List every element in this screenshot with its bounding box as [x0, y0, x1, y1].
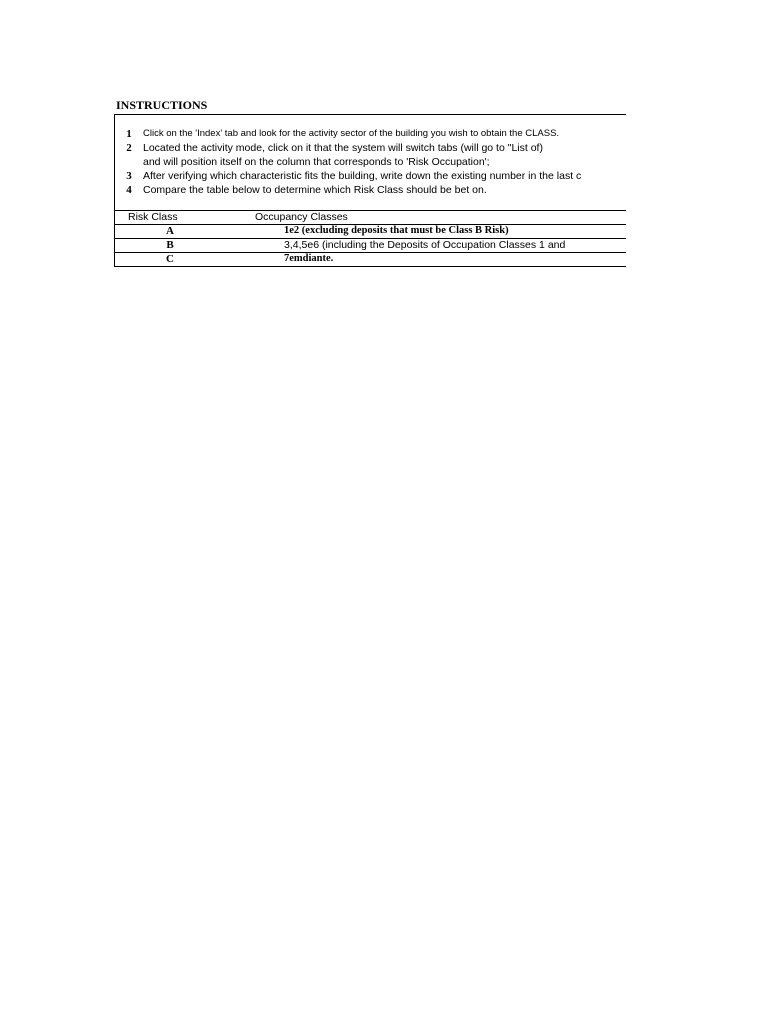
step-text: Click on the 'Index' tab and look for the activity sector of the building you wish to obtain the CLASS.	[143, 128, 560, 139]
table-top-border	[114, 210, 626, 211]
step-number: 3	[126, 170, 132, 182]
step-text: Compare the table below to determine which Risk Class should be bet on.	[143, 184, 487, 196]
row-divider	[114, 252, 626, 253]
top-border	[114, 114, 626, 115]
instructions-box	[114, 114, 626, 267]
occupancy-header: Occupancy Classes	[255, 211, 348, 223]
step-text: and will position itself on the column that corresponds to 'Risk Occupation';	[143, 156, 490, 168]
left-border	[114, 114, 115, 267]
step-number: 4	[126, 184, 132, 196]
step-number: 2	[126, 142, 132, 154]
step-number: 1	[126, 128, 132, 140]
risk-class-cell: A	[166, 225, 174, 237]
risk-class-cell: B	[166, 239, 174, 251]
occupancy-cell: 7emdiante.	[284, 253, 334, 264]
table-bottom-border	[114, 266, 626, 267]
risk-class-cell: C	[166, 253, 174, 265]
page-title: INSTRUCTIONS	[116, 98, 208, 112]
occupancy-cell: 1e2 (excluding deposits that must be Class B Risk)	[284, 225, 509, 236]
risk-class-header: Risk Class	[128, 211, 178, 223]
step-text: Located the activity mode, click on it that the system will switch tabs (will go to "List of)	[143, 142, 543, 154]
occupancy-cell: 3,4,5e6 (including the Deposits of Occupation Classes 1 and	[284, 239, 566, 251]
step-text: After verifying which characteristic fits the building, write down the existing number in the last c	[143, 170, 582, 182]
